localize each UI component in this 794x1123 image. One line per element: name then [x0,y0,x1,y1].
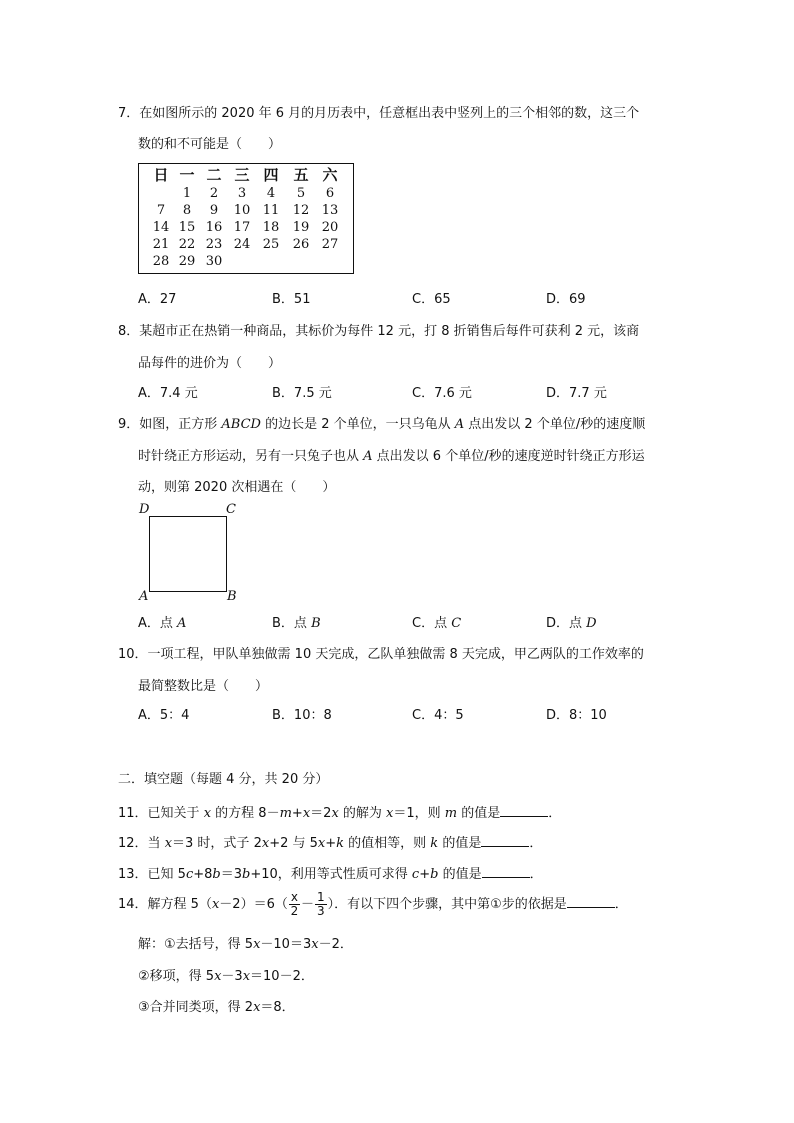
q13-answer-blank[interactable] [482,865,530,878]
calendar-day-cell: 29 [178,254,196,269]
q9-option-a: A．点 A [138,616,187,631]
calendar-day-cell: 14 [152,220,170,235]
calendar-day-cell: 19 [292,220,310,235]
vertex-label-c: C [226,502,236,517]
fraction-1-over-3: $\frac{1}{3}$ [316,890,325,918]
calendar-weekday-header: 四 [263,166,279,184]
calendar-weekday-header: 五 [293,166,309,184]
calendar-weekday-header: 三 [234,166,250,184]
calendar-day-cell: 25 [262,237,280,252]
calendar-day-cell: 23 [205,237,223,252]
q9-option-b: B．点 B [272,616,321,631]
calendar-day-cell: 28 [152,254,170,269]
q7-option-d: D．69 [546,292,586,307]
q11-stem: 11．已知关于 x 的方程 8－m+x＝2x 的解为 x＝1，则 m 的值是 ． [118,806,562,821]
calendar-day-cell: 1 [182,186,192,201]
q12-stem: 12．当 x＝3 时，式子 2x+2 与 5x+k 的值相等，则 k 的值是 ． [118,836,543,851]
calendar-day-cell: 15 [178,220,196,235]
q9-stem-line1: 9．如图，正方形 ABCD 的边长是 2 个单位，一只乌龟从 A 点出发以 2 个单位/秒的速度顺 [118,417,646,432]
vertex-label-d: D [139,502,150,517]
fraction-x-over-2: $\frac{x}{2}$ [290,890,299,918]
calendar-day-cell: 20 [321,220,339,235]
calendar-day-cell: 17 [233,220,251,235]
q14-step2: ②移项，得 5x－3x＝10－2． [138,969,314,984]
q8-option-b: B．7.5 元 [272,386,332,401]
calendar-day-cell: 4 [266,186,276,201]
q10-option-b: B．10：8 [272,708,332,723]
calendar-day-cell: 13 [321,203,339,218]
q10-stem-line2: 最简整数比是（ ） [138,679,269,694]
q10-stem-line1: 10．一项工程，甲队单独做需 10 天完成，乙队单独做需 8 天完成，甲乙两队的工作效率的 [118,647,644,662]
square-figure [149,516,227,592]
calendar-weekday-header: 日 [153,166,169,184]
q10-option-c: C．4：5 [412,708,464,723]
q7-stem-line1: 7．在如图所示的 2020 年 6 月的月历表中，任意框出表中竖列上的三个相邻的数，这三个 [118,106,640,121]
q13-stem: 13．已知 5c+8b＝3b+10，利用等式性质可求得 c+b 的值是 ． [118,867,543,882]
q8-option-c: C．7.6 元 [412,386,472,401]
calendar-day-cell: 5 [296,186,306,201]
q14-step3: ③合并同类项，得 2x＝8． [138,1000,295,1015]
calendar-day-cell: 22 [178,237,196,252]
vertex-label-b: B [227,589,237,604]
q9-option-d: D．点 D [546,616,597,631]
q7-option-b: B．51 [272,292,311,307]
section-title-fill-in: 二．填空题（每题 4 分，共 20 分） [118,772,329,787]
q7-option-c: C．65 [412,292,451,307]
calendar-day-cell: 16 [205,220,223,235]
calendar-weekday-header: 一 [179,166,195,184]
q10-option-a: A．5：4 [138,708,190,723]
calendar-day-cell: 6 [325,186,335,201]
calendar-day-cell: 7 [156,203,166,218]
q8-stem-line2: 品每件的进价为（ ） [138,356,282,371]
calendar-day-cell: 26 [292,237,310,252]
calendar-day-cell: 24 [233,237,251,252]
calendar-day-cell: 27 [321,237,339,252]
q14-answer-blank[interactable] [567,895,615,908]
calendar-day-cell: 18 [262,220,280,235]
q14-step1: 解：①去括号，得 5x－10＝3x－2． [138,937,353,952]
calendar-weekday-header: 二 [206,166,222,184]
calendar-table [138,163,354,274]
vertex-label-a: A [139,589,149,604]
q11-answer-blank[interactable] [500,804,548,817]
calendar-weekday-header: 六 [322,166,338,184]
calendar-day-cell: 12 [292,203,310,218]
q8-option-d: D．7.7 元 [546,386,607,401]
q14-stem: 14．解方程 5（x－2）＝6（ $\frac{x}{2}$ － $\frac{1}{3}$ ）．有以下四个步骤，其中第①步的依据是 ． [118,890,628,918]
calendar-day-cell: 21 [152,237,170,252]
q9-stem-line2: 时针绕正方形运动，另有一只兔子也从 A 点出发以 6 个单位/秒的速度逆时针绕正方形运 [138,449,645,464]
calendar-day-cell: 9 [209,203,219,218]
q10-option-d: D．8：10 [546,708,607,723]
q8-option-a: A．7.4 元 [138,386,198,401]
q8-stem-line1: 8．某超市正在热销一种商品，其标价为每件 12 元，打 8 折销售后每件可获利 2 元，该商 [118,324,640,339]
q9-option-c: C．点 C [412,616,462,631]
q9-stem-line3: 动，则第 2020 次相遇在（ ） [138,480,336,495]
q12-answer-blank[interactable] [481,834,529,847]
calendar-day-cell: 10 [233,203,251,218]
calendar-day-cell: 11 [262,203,280,218]
q7-stem-line2: 数的和不可能是（ ） [138,137,282,152]
calendar-day-cell: 8 [182,203,192,218]
calendar-day-cell: 2 [209,186,219,201]
calendar-day-cell: 3 [237,186,247,201]
calendar-day-cell: 30 [205,254,223,269]
q7-option-a: A．27 [138,292,177,307]
